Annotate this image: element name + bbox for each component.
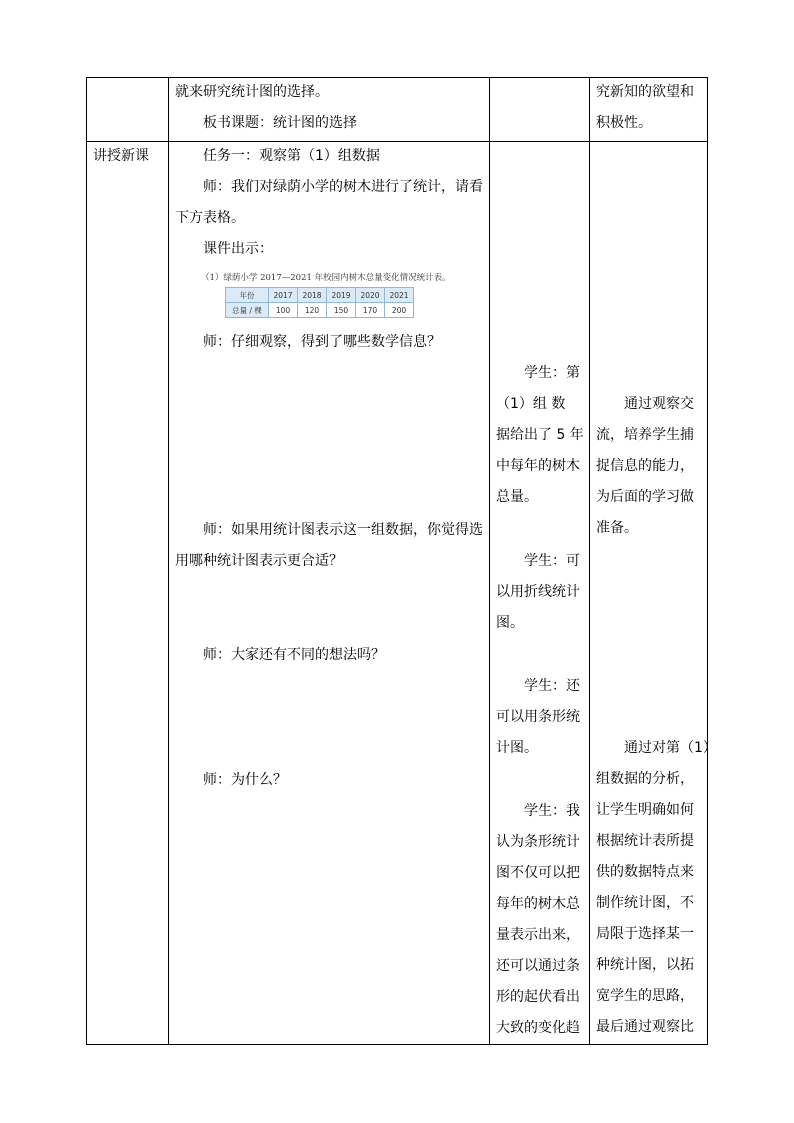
teacher-line-3a: 师：如果用统计图表示这一组数据，你觉得选: [203, 522, 483, 538]
intent-2-line: 种统计图，以拓: [596, 957, 694, 973]
stats-year: 2017: [269, 288, 298, 303]
student-4-line: 每年的树木总: [496, 896, 580, 912]
stats-value: 120: [298, 303, 327, 318]
intent-2-line: 组数据的分析，: [596, 771, 694, 787]
stats-year: 2019: [327, 288, 356, 303]
student-4-line: 学生：我: [524, 803, 580, 819]
intent-2-line: 通过对第（1）: [624, 740, 717, 756]
student-3-line: 可以用条形统: [496, 709, 580, 725]
teacher-line-5: 师：为什么？: [203, 772, 287, 788]
teacher-line-4: 师：大家还有不同的想法吗？: [203, 647, 385, 663]
intent-2-line: 宽学生的思路，: [596, 988, 694, 1004]
table-border-left: [86, 77, 87, 1045]
stats-header-label: 年份: [226, 288, 269, 303]
stats-value: 100: [269, 303, 298, 318]
row-top-intent-line-1: 究新知的欲望和: [596, 84, 694, 100]
student-4-line: 大致的变化趋: [496, 1020, 580, 1036]
intent-2-line: 制作统计图，不: [596, 895, 694, 911]
student-1-line: 中每年的树木: [496, 458, 580, 474]
row-top-content-line-1: 就来研究统计图的选择。: [175, 84, 329, 100]
intent-2-line: 根据统计表所提: [596, 833, 694, 849]
student-1-line: 据给出了 5 年: [496, 427, 584, 443]
student-4-line: 图不仅可以把: [496, 865, 580, 881]
stage-label: 讲授新课: [93, 148, 149, 164]
table-col-divider-3: [589, 77, 590, 1045]
intent-2-line: 供的数据特点来: [596, 864, 694, 880]
student-4-line: 还可以通过条: [496, 958, 580, 974]
stats-value: 150: [327, 303, 356, 318]
intent-1-line: 准备。: [596, 520, 638, 536]
student-4-line: 形的起伏看出: [496, 989, 580, 1005]
row-top-content-line-2: 板书课题：统计图的选择: [203, 115, 357, 131]
courseware-table-caption: （1）绿荫小学 2017—2021 年校园内树木总量变化情况统计表。: [201, 273, 451, 283]
stats-year: 2021: [385, 288, 414, 303]
stats-value: 200: [385, 303, 414, 318]
table-col-divider-1: [168, 77, 169, 1045]
intent-1-line: 通过观察交: [624, 396, 694, 412]
table-col-divider-2: [489, 77, 490, 1045]
row-top-intent-line-2: 积极性。: [596, 115, 652, 131]
intent-1-line: 为后面的学习做: [596, 489, 694, 505]
student-4-line: 量表示出来，: [496, 927, 580, 943]
student-1-line: 总量。: [496, 489, 538, 505]
student-2-line: 学生：可: [524, 553, 580, 569]
intent-1-line: 捉信息的能力，: [596, 458, 694, 474]
intent-2-line: 让学生明确如何: [596, 802, 694, 818]
student-1-line: （1）组 数: [496, 396, 566, 412]
table-border-bottom: [86, 1044, 708, 1045]
stats-year: 2020: [356, 288, 385, 303]
student-1-line: 学生：第: [524, 365, 580, 381]
teacher-line-2: 师：仔细观察，得到了哪些数学信息？: [203, 334, 441, 350]
intent-2-line: 局限于选择某一: [596, 926, 694, 942]
intent-2-line: 最后通过观察比: [596, 1019, 694, 1035]
table-border-right: [707, 77, 708, 1045]
intent-1-line: 流，培养学生捕: [596, 427, 694, 443]
stats-value: 170: [356, 303, 385, 318]
courseware-label: 课件出示：: [203, 241, 273, 257]
stats-row-label: 总量 / 棵: [226, 303, 269, 318]
student-2-line: 图。: [496, 615, 524, 631]
courseware-stats-table: [225, 287, 414, 318]
teacher-line-3b: 用哪种统计图表示更合适？: [175, 553, 343, 569]
student-3-line: 学生：还: [524, 678, 580, 694]
student-3-line: 计图。: [496, 740, 538, 756]
student-4-line: 认为条形统计: [496, 834, 580, 850]
table-row-divider: [86, 141, 708, 142]
stats-year: 2018: [298, 288, 327, 303]
teacher-line-1b: 下方表格。: [175, 210, 245, 226]
teacher-line-1a: 师：我们对绿荫小学的树木进行了统计，请看: [203, 179, 483, 195]
student-2-line: 以用折线统计: [496, 584, 580, 600]
task1-heading: 任务一：观察第（1）组数据: [203, 148, 380, 164]
table-border-top: [86, 77, 708, 78]
